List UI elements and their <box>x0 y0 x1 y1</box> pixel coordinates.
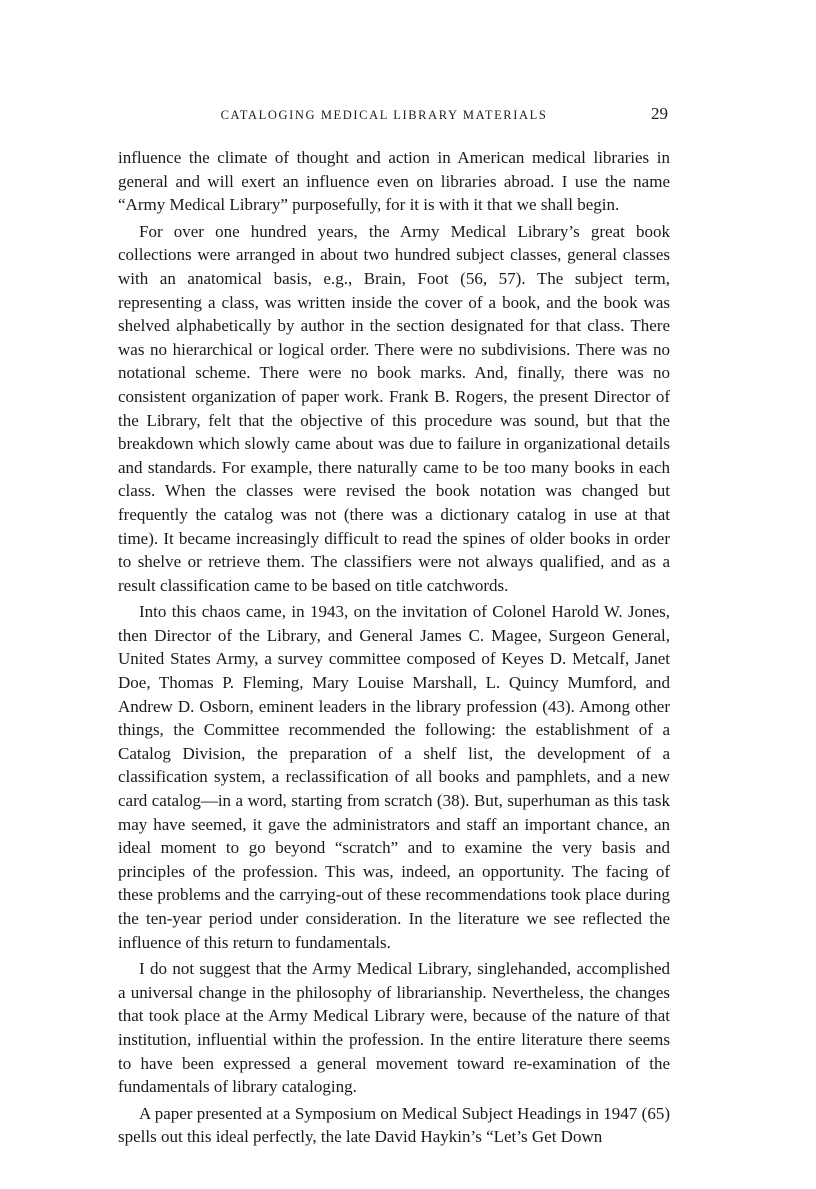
paragraph-symposium: A paper presented at a Symposium on Medical Subject Headings in 1947 (65) spells out this ideal perfectly, the late David Haykin’s “Let’s Get Down <box>118 1103 670 1147</box>
book-page <box>118 104 670 1149</box>
paragraph-influence: I do not suggest that the Army Medical Library, singlehanded, accomplished a universal change in the philosophy of librarianship. Nevertheless, the changes that took place at the Army Medical Library were, because of the nature of that institution, influential within the profession. In the entire literature there seems to have been expressed a general movement toward re-examination of the fundamentals of library cataloging. <box>118 959 670 1097</box>
body-text <box>118 146 670 1149</box>
paragraph-army-library-history: For over one hundred years, the Army Medical Library’s great book collections were arranged in about two hundred subject classes, general classes with an anatomical basis, e.g., Brain, Foot (56, 57). The subject term, representing a class, was written inside the cover of a book, and the book was shelved alphabetically by author in the section designated for that class. There was no hierarchical or logical order. There were no subdivisions. There was no notational scheme. There were no book marks. And, finally, there was no consistent organization of paper work. Frank B. Rogers, the present Director of the Library, felt that the objective of this procedure was sound, but that the breakdown which slowly came about was due to failure in organizational details and standards. For example, there naturally came to be too many books in each class. When the classes were revised the book notation was changed but frequently the catalog was not (there was a dictionary catalog in use at that time). It became increasingly difficult to read the spines of older books in order to shelve or retrieve them. The classifiers were not always qualified, and as a result classification came to be based on title catchwords. <box>118 221 670 595</box>
page-number: 29 <box>651 104 668 123</box>
running-head <box>118 104 670 132</box>
running-title: CATALOGING MEDICAL LIBRARY MATERIALS <box>220 108 548 122</box>
paragraph-survey-committee: Into this chaos came, in 1943, on the invitation of Colonel Harold W. Jones, then Director of the Library, and General James C. Magee, Surgeon General, United States Army, a survey committee composed of Keyes D. Metcalf, Janet Doe, Thomas P. Fleming, Mary Louise Marshall, L. Quincy Mumford, and Andrew D. Osborn, eminent leaders in the library profession (43). Among other things, the Committee recommended the following: the establishment of a Catalog Division, the preparation of a shelf list, the development of a classification system, a reclassification of all books and pamphlets, and a new card catalog—in a word, starting from scratch (38). But, superhuman as this task may have seemed, it gave the administrators and staff an important chance, an ideal moment to go beyond “scratch” and to examine the very basis and principles of the profession. This was, indeed, an opportunity. The facing of these problems and the carrying-out of these recommendations took place during the ten-year period under consideration. In the literature we see reflected the influence of this return to fundamentals. <box>118 602 670 952</box>
paragraph-continued: influence the climate of thought and action in American medical libraries in general and will exert an influence even on libraries abroad. I use the name “Army Medical Library” purposefully, for it is with it that we shall begin. <box>118 148 670 215</box>
